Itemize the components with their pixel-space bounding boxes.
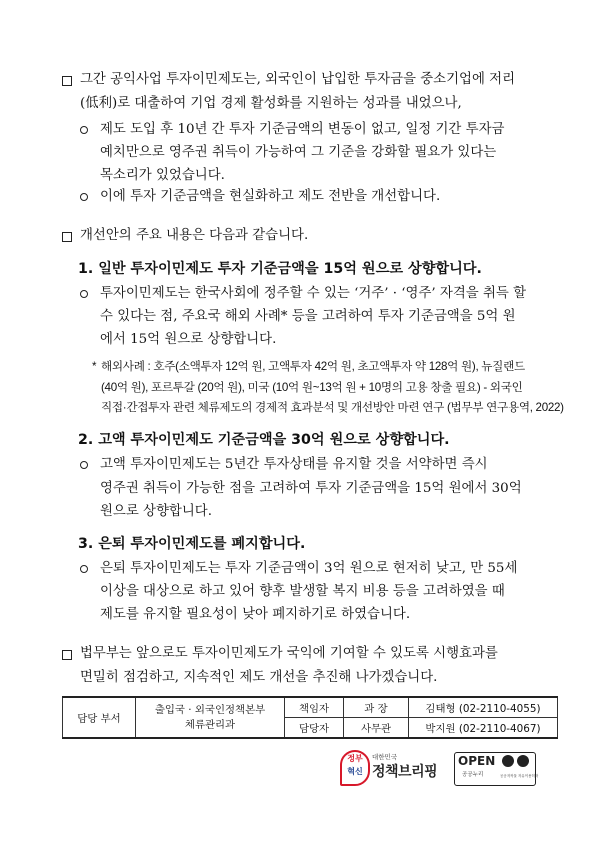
briefing-main-text: 정책브리핑 (372, 764, 438, 780)
title-cell: 과 장 (344, 697, 409, 718)
paragraph-line: 원으로 상향합니다. (100, 504, 212, 519)
gov-innovation-bottom-text: 혁신 (347, 767, 363, 776)
paragraph-line: 이에 투자 기준금액을 현실화하고 제도 전반을 개선합니다. (100, 189, 441, 204)
paragraph-line: 은퇴 투자이민제도는 투자 기준금액이 3억 원으로 현저히 낮고, 만 55세 (100, 561, 518, 576)
circle-bullet-icon (80, 126, 88, 134)
open-license-logo (454, 748, 538, 788)
paragraph-line: 투자이민제도는 한국사회에 정주할 수 있는 ‘거주’ · ‘영주’ 자격을 취득 할 (100, 286, 527, 301)
paragraph-line: 영주권 취득이 가능한 점을 고려하여 투자 기준금액을 15억 원에서 30억 (100, 481, 522, 496)
name-phone-cell: 김태형 (02-2110-4055) (409, 697, 558, 718)
square-bullet-icon (62, 650, 72, 660)
paragraph-line: 제도를 유지할 필요성이 낮아 폐지하기로 하였습니다. (100, 607, 411, 622)
attribution-icon (502, 755, 514, 767)
item-heading: 2. 고액 투자이민제도 기준금액을 30억 원으로 상향합니다. (78, 432, 450, 448)
circle-bullet-icon (80, 290, 88, 298)
circle-bullet-icon (80, 461, 88, 469)
dept-name-line: 체류관리과 (184, 718, 236, 731)
title-cell: 사무관 (344, 718, 409, 739)
paragraph-line: 면밀히 점검하고, 지속적인 제도 개선을 추진해 나가겠습니다. (80, 670, 438, 685)
footnote-line: 해외사례 : 호주(소액투자 12억 원, 고액투자 42억 원, 초고액투자 약 128억 원), 뉴질랜드 (101, 360, 525, 373)
paragraph-line: (低利)로 대출하여 기업 경제 활성화를 지원하는 성과를 내었으나, (80, 96, 462, 111)
paragraph-line: 수 있다는 점, 주요국 해외 사례* 등을 고려하여 투자 기준금액을 5억 원 (100, 309, 516, 324)
paragraph-line: 이상을 대상으로 하고 있어 향후 발생할 복지 비용 등을 고려하였을 때 (100, 584, 505, 599)
footnote-marker: * (92, 360, 97, 373)
circle-bullet-icon (80, 193, 88, 201)
square-bullet-icon (62, 232, 72, 242)
footnote-line: 직접·간접투자 관련 체류제도의 경제적 효과분석 및 개선방안 마련 연구 (법무부 연구용역, 2022) (101, 401, 564, 414)
open-caption-text: 공공저작물 자유이용허락 (500, 774, 539, 778)
contact-table (62, 696, 558, 739)
paragraph-line: 에서 15억 원으로 상향합니다. (100, 332, 277, 347)
item-heading: 3. 은퇴 투자이민제도를 폐지합니다. (78, 536, 306, 552)
dept-name-cell (136, 697, 285, 738)
square-bullet-icon (62, 76, 72, 86)
commercial-use-icon (517, 755, 529, 767)
paragraph-line: 그간 공익사업 투자이민제도는, 외국인이 납입한 투자금을 중소기업에 저리 (80, 72, 516, 87)
item-heading: 1. 일반 투자이민제도 투자 기준금액을 15억 원으로 상향합니다. (78, 261, 482, 277)
dept-label-cell: 담당 부서 (63, 697, 136, 738)
role-cell: 책임자 (285, 697, 344, 718)
gov-innovation-logo (340, 748, 370, 788)
role-cell: 담당자 (285, 718, 344, 739)
gov-innovation-top-text: 정부 (347, 754, 363, 763)
paragraph-line: 법무부는 앞으로도 투자이민제도가 국익에 기여할 수 있도록 시행효과를 (80, 646, 498, 661)
circle-bullet-icon (80, 565, 88, 573)
policy-briefing-logo (372, 748, 452, 788)
open-sub-text: 공공누리 (462, 772, 484, 778)
paragraph-line: 개선안의 주요 내용은 다음과 같습니다. (80, 228, 309, 243)
footnote-line: (40억 원), 포르투갈 (20억 원), 미국 (10억 원~13억 원 + 10명의 고용 창출 필요) - 외국인 (101, 381, 523, 394)
briefing-small-text: 대한민국 (372, 753, 398, 761)
open-word-text: OPEN (458, 754, 496, 768)
table-row (63, 697, 558, 718)
dept-name-line: 출입국 · 외국인정책본부 (154, 703, 266, 716)
name-phone-cell: 박지원 (02-2110-4067) (409, 718, 558, 739)
paragraph-line: 고액 투자이민제도는 5년간 투자상태를 유지할 것을 서약하면 즉시 (100, 457, 488, 472)
paragraph-line: 제도 도입 후 10년 간 투자 기준금액의 변동이 없고, 일정 기간 투자금 (100, 122, 505, 137)
paragraph-line: 예치만으로 영주권 취득이 가능하여 그 기준을 강화할 필요가 있다는 (100, 145, 497, 160)
paragraph-line: 목소리가 있었습니다. (100, 168, 225, 183)
